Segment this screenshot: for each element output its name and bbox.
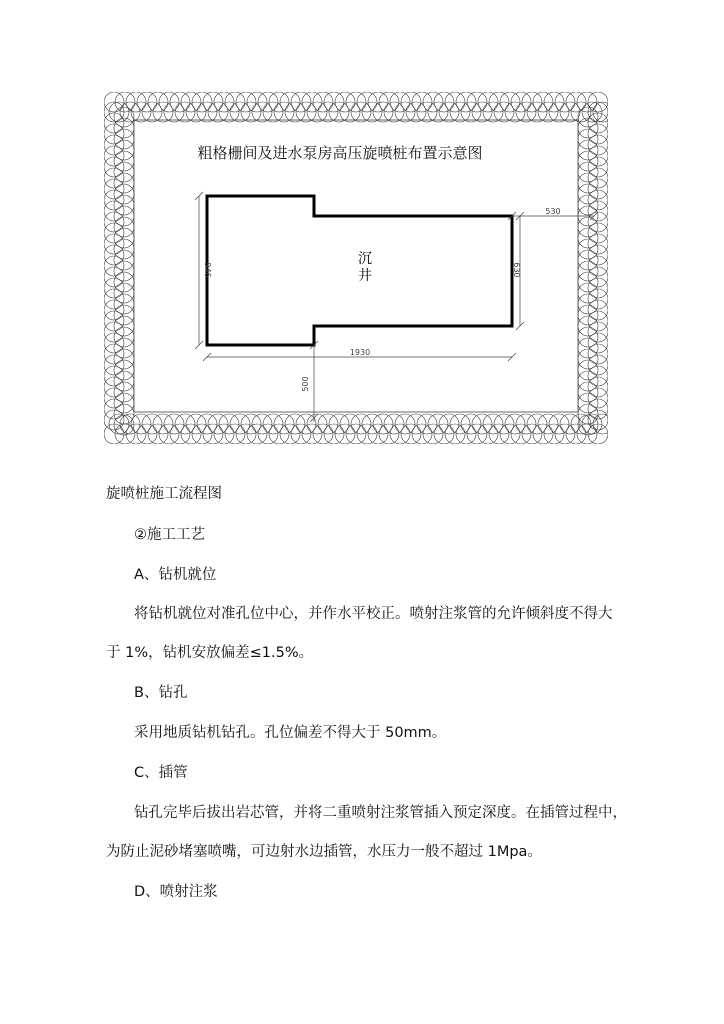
figure-caption: 旋喷桩施工流程图 xyxy=(106,486,222,502)
step-a-text-line2: 于 1%，钻机安放偏差≤1.5%。 xyxy=(106,645,314,661)
dim-left-height: 946 xyxy=(203,262,212,278)
step-b-heading: B、钻孔 xyxy=(134,685,188,701)
dim-bottom-offset: 500 xyxy=(301,376,310,392)
diagram-title: 粗格栅间及进水泵房高压旋喷桩布置示意图 xyxy=(197,144,483,162)
section-heading: ②施工工艺 xyxy=(134,527,205,543)
step-a-heading: A、钻机就位 xyxy=(134,567,217,583)
step-b-text: 采用地质钻机钻孔。孔位偏差不得大于 50mm。 xyxy=(134,725,447,741)
step-c-text-line1: 钻孔完毕后拔出岩芯管，并将二重喷射注浆管插入预定深度。在插管过程中， xyxy=(134,805,627,821)
pile-circle xyxy=(593,414,608,434)
pile-circle xyxy=(593,102,608,122)
caisson-label-2: 井 xyxy=(358,268,372,284)
dim-right-height: 630 xyxy=(512,262,521,278)
caisson-label-1: 沉 xyxy=(358,251,372,267)
dim-bottom-width: 1930 xyxy=(349,348,371,357)
step-a-text-line1: 将钻机就位对准孔位中心，并作水平校正。喷射注浆管的允许倾斜度不得大 xyxy=(134,606,613,622)
dim-top-right: 530 xyxy=(545,207,561,216)
step-c-text-line2: 为防止泥砂堵塞喷嘴，可边射水边插管，水压力一般不超过 1Mpa。 xyxy=(106,844,542,860)
step-c-heading: C、插管 xyxy=(134,765,188,781)
layout-diagram xyxy=(104,92,608,444)
step-d-heading: D、喷射注浆 xyxy=(134,884,218,900)
